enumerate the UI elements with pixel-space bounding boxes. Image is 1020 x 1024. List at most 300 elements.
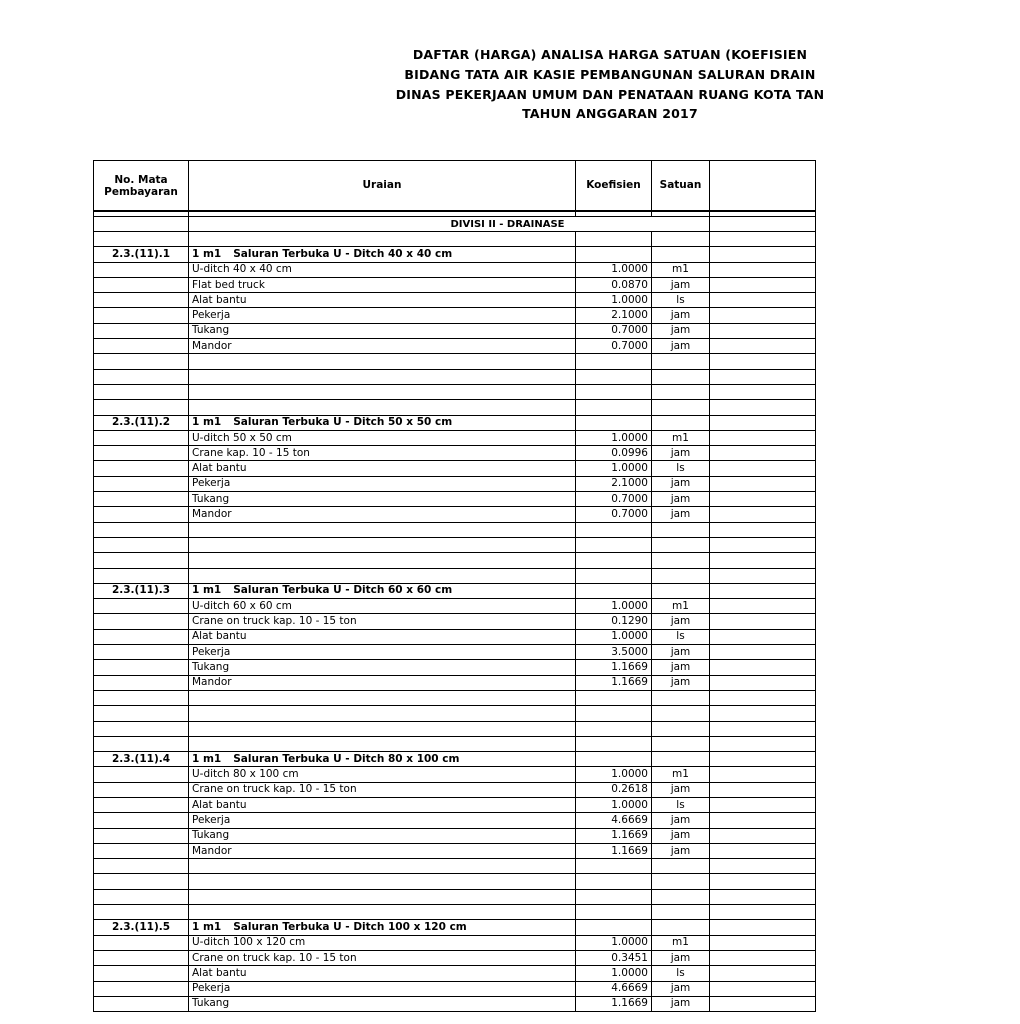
- empty-cell: [710, 721, 816, 736]
- header-no-line2: Pembayaran: [104, 185, 178, 198]
- empty-cell: [94, 277, 189, 292]
- component-satuan: jam: [652, 446, 710, 461]
- empty-cell: [710, 736, 816, 751]
- empty-cell: [576, 920, 652, 935]
- component-row: [94, 645, 816, 660]
- component-row: [94, 782, 816, 797]
- empty-cell: [576, 415, 652, 430]
- component-row: [94, 339, 816, 354]
- component-row: [94, 430, 816, 445]
- component-satuan: jam: [652, 339, 710, 354]
- empty-cell: [652, 706, 710, 721]
- component-koefisien: 1.0000: [576, 430, 652, 445]
- empty-cell: [94, 384, 189, 399]
- empty-cell: [576, 247, 652, 262]
- empty-cell: [652, 354, 710, 369]
- empty-cell: [652, 752, 710, 767]
- empty-cell: [710, 828, 816, 843]
- empty-cell: [94, 660, 189, 675]
- component-desc: Alat bantu: [189, 461, 576, 476]
- empty-cell: [94, 690, 189, 705]
- component-koefisien: 1.0000: [576, 935, 652, 950]
- item-code: 2.3.(11).5: [94, 920, 189, 935]
- empty-cell: [189, 537, 576, 552]
- empty-cell: [710, 950, 816, 965]
- spacer-row: [94, 232, 816, 247]
- component-koefisien: 0.0870: [576, 277, 652, 292]
- empty-cell: [94, 736, 189, 751]
- empty-cell: [652, 736, 710, 751]
- component-satuan: m1: [652, 262, 710, 277]
- component-desc: Tukang: [189, 492, 576, 507]
- empty-cell: [710, 889, 816, 904]
- component-desc: Tukang: [189, 996, 576, 1011]
- empty-cell: [189, 874, 576, 889]
- component-row: [94, 492, 816, 507]
- component-desc: Pekerja: [189, 813, 576, 828]
- component-satuan: ls: [652, 461, 710, 476]
- component-satuan: jam: [652, 645, 710, 660]
- component-satuan: jam: [652, 981, 710, 996]
- blank-row: [94, 568, 816, 583]
- divisi-row: [94, 217, 816, 232]
- component-desc: Alat bantu: [189, 629, 576, 644]
- item-name: Saluran Terbuka U - Ditch 50 x 50 cm: [233, 416, 453, 429]
- empty-cell: [576, 706, 652, 721]
- component-row: [94, 323, 816, 338]
- empty-cell: [94, 339, 189, 354]
- item-name: Saluran Terbuka U - Ditch 100 x 120 cm: [233, 921, 467, 933]
- empty-cell: [576, 690, 652, 705]
- component-satuan: jam: [652, 950, 710, 965]
- component-row: [94, 660, 816, 675]
- item-qty: 1 m1: [192, 247, 222, 260]
- empty-cell: [94, 645, 189, 660]
- empty-cell: [94, 323, 189, 338]
- empty-cell: [94, 782, 189, 797]
- empty-cell: [94, 461, 189, 476]
- empty-cell: [576, 553, 652, 568]
- header-extra: [710, 161, 816, 212]
- component-row: [94, 599, 816, 614]
- component-satuan: jam: [652, 476, 710, 491]
- empty-cell: [710, 706, 816, 721]
- component-row: [94, 996, 816, 1011]
- empty-cell: [652, 522, 710, 537]
- item-code: 2.3.(11).1: [94, 247, 189, 262]
- component-satuan: m1: [652, 767, 710, 782]
- component-desc: U-ditch 60 x 60 cm: [189, 599, 576, 614]
- component-satuan: jam: [652, 492, 710, 507]
- component-desc: Tukang: [189, 323, 576, 338]
- empty-cell: [576, 400, 652, 415]
- component-koefisien: 0.7000: [576, 507, 652, 522]
- empty-cell: [710, 996, 816, 1011]
- empty-cell: [94, 599, 189, 614]
- empty-cell: [710, 492, 816, 507]
- component-desc: Tukang: [189, 660, 576, 675]
- component-desc: Mandor: [189, 675, 576, 690]
- empty-cell: [710, 430, 816, 445]
- empty-cell: [710, 660, 816, 675]
- component-koefisien: 0.1290: [576, 614, 652, 629]
- item-title: [189, 415, 576, 430]
- component-desc: U-ditch 50 x 50 cm: [189, 430, 576, 445]
- component-satuan: jam: [652, 828, 710, 843]
- blank-row: [94, 721, 816, 736]
- component-desc: Pekerja: [189, 476, 576, 491]
- table-header-row: [94, 161, 816, 212]
- empty-cell: [652, 859, 710, 874]
- empty-cell: [576, 537, 652, 552]
- empty-cell: [710, 629, 816, 644]
- empty-cell: [652, 889, 710, 904]
- table-body: [94, 211, 816, 1012]
- empty-cell: [189, 706, 576, 721]
- empty-cell: [94, 293, 189, 308]
- item-header-row: [94, 247, 816, 262]
- component-row: [94, 797, 816, 812]
- empty-cell: [94, 232, 189, 247]
- component-koefisien: 1.1669: [576, 843, 652, 858]
- blank-row: [94, 706, 816, 721]
- component-satuan: jam: [652, 277, 710, 292]
- empty-cell: [189, 736, 576, 751]
- empty-cell: [576, 384, 652, 399]
- empty-cell: [94, 966, 189, 981]
- component-desc: Alat bantu: [189, 293, 576, 308]
- component-koefisien: 1.0000: [576, 797, 652, 812]
- header-no-line1: No. Mata: [114, 173, 168, 186]
- component-desc: Crane kap. 10 - 15 ton: [189, 446, 576, 461]
- doc-title-line-1: DAFTAR (HARGA) ANALISA HARGA SATUAN (KOEFISIEN: [412, 47, 808, 62]
- empty-cell: [189, 859, 576, 874]
- component-satuan: jam: [652, 782, 710, 797]
- empty-cell: [94, 262, 189, 277]
- empty-cell: [710, 232, 816, 247]
- component-row: [94, 813, 816, 828]
- empty-cell: [710, 507, 816, 522]
- component-koefisien: 1.0000: [576, 293, 652, 308]
- empty-cell: [189, 369, 576, 384]
- component-desc: U-ditch 80 x 100 cm: [189, 767, 576, 782]
- empty-cell: [189, 522, 576, 537]
- blank-row: [94, 889, 816, 904]
- empty-cell: [652, 369, 710, 384]
- empty-cell: [94, 905, 189, 920]
- empty-cell: [710, 966, 816, 981]
- empty-cell: [652, 537, 710, 552]
- empty-cell: [94, 721, 189, 736]
- component-koefisien: 4.6669: [576, 813, 652, 828]
- empty-cell: [94, 369, 189, 384]
- item-qty: 1 m1: [192, 584, 222, 597]
- component-satuan: ls: [652, 797, 710, 812]
- empty-cell: [94, 797, 189, 812]
- component-desc: Crane on truck kap. 10 - 15 ton: [189, 950, 576, 965]
- empty-cell: [710, 369, 816, 384]
- component-koefisien: 1.1669: [576, 660, 652, 675]
- component-koefisien: 0.7000: [576, 339, 652, 354]
- empty-cell: [94, 675, 189, 690]
- blank-row: [94, 384, 816, 399]
- empty-cell: [652, 247, 710, 262]
- item-code: 2.3.(11).2: [94, 415, 189, 430]
- empty-cell: [189, 232, 576, 247]
- empty-cell: [94, 859, 189, 874]
- component-desc: U-ditch 100 x 120 cm: [189, 935, 576, 950]
- component-satuan: ls: [652, 966, 710, 981]
- item-title: [189, 583, 576, 598]
- empty-cell: [710, 354, 816, 369]
- empty-cell: [94, 354, 189, 369]
- item-qty: 1 m1: [192, 752, 222, 765]
- empty-cell: [94, 614, 189, 629]
- empty-cell: [710, 905, 816, 920]
- blank-row: [94, 736, 816, 751]
- doc-title-line-4: TAHUN ANGGARAN 2017: [522, 106, 698, 121]
- component-koefisien: 0.7000: [576, 323, 652, 338]
- empty-cell: [710, 843, 816, 858]
- empty-cell: [710, 690, 816, 705]
- component-satuan: jam: [652, 813, 710, 828]
- component-row: [94, 262, 816, 277]
- empty-cell: [94, 935, 189, 950]
- component-satuan: ls: [652, 293, 710, 308]
- component-satuan: jam: [652, 675, 710, 690]
- empty-cell: [710, 384, 816, 399]
- component-row: [94, 614, 816, 629]
- empty-cell: [710, 859, 816, 874]
- component-koefisien: 1.1669: [576, 828, 652, 843]
- empty-cell: [710, 614, 816, 629]
- empty-cell: [710, 262, 816, 277]
- empty-cell: [652, 920, 710, 935]
- empty-cell: [576, 859, 652, 874]
- empty-cell: [576, 905, 652, 920]
- component-desc: Mandor: [189, 843, 576, 858]
- component-desc: Alat bantu: [189, 797, 576, 812]
- component-koefisien: 0.3451: [576, 950, 652, 965]
- empty-cell: [710, 675, 816, 690]
- component-koefisien: 1.0000: [576, 629, 652, 644]
- component-row: [94, 966, 816, 981]
- empty-cell: [652, 905, 710, 920]
- empty-cell: [189, 400, 576, 415]
- empty-cell: [710, 293, 816, 308]
- empty-cell: [652, 874, 710, 889]
- empty-cell: [710, 247, 816, 262]
- empty-cell: [710, 522, 816, 537]
- empty-cell: [710, 583, 816, 598]
- component-row: [94, 629, 816, 644]
- empty-cell: [94, 537, 189, 552]
- empty-cell: [94, 568, 189, 583]
- component-row: [94, 767, 816, 782]
- empty-cell: [710, 797, 816, 812]
- component-koefisien: 4.6669: [576, 981, 652, 996]
- blank-row: [94, 400, 816, 415]
- empty-cell: [94, 446, 189, 461]
- empty-cell: [710, 277, 816, 292]
- empty-cell: [710, 599, 816, 614]
- component-satuan: jam: [652, 323, 710, 338]
- component-desc: Crane on truck kap. 10 - 15 ton: [189, 614, 576, 629]
- item-header-row: [94, 583, 816, 598]
- component-satuan: ls: [652, 629, 710, 644]
- blank-row: [94, 905, 816, 920]
- empty-cell: [652, 721, 710, 736]
- empty-cell: [710, 446, 816, 461]
- empty-cell: [94, 889, 189, 904]
- empty-cell: [576, 369, 652, 384]
- item-qty: 1 m1: [192, 416, 222, 429]
- doc-title-line-2: BIDANG TATA AIR KASIE PEMBANGUNAN SALURAN DRAIN: [404, 67, 816, 82]
- item-name: Saluran Terbuka U - Ditch 80 x 100 cm: [233, 752, 460, 765]
- empty-cell: [189, 354, 576, 369]
- empty-cell: [94, 874, 189, 889]
- empty-cell: [94, 828, 189, 843]
- item-title: [189, 247, 576, 262]
- empty-cell: [94, 981, 189, 996]
- component-desc: Tukang: [189, 828, 576, 843]
- empty-cell: [94, 767, 189, 782]
- empty-cell: [652, 232, 710, 247]
- empty-cell: [710, 752, 816, 767]
- component-koefisien: 2.1000: [576, 308, 652, 323]
- empty-cell: [189, 690, 576, 705]
- empty-cell: [710, 553, 816, 568]
- component-koefisien: 0.0996: [576, 446, 652, 461]
- component-row: [94, 476, 816, 491]
- item-code: 2.3.(11).3: [94, 583, 189, 598]
- analysis-table: [93, 160, 816, 1012]
- component-row: [94, 461, 816, 476]
- component-satuan: jam: [652, 507, 710, 522]
- empty-cell: [94, 400, 189, 415]
- component-satuan: m1: [652, 599, 710, 614]
- component-row: [94, 507, 816, 522]
- empty-cell: [94, 492, 189, 507]
- empty-cell: [94, 476, 189, 491]
- empty-cell: [94, 522, 189, 537]
- empty-cell: [710, 461, 816, 476]
- empty-cell: [710, 400, 816, 415]
- component-row: [94, 950, 816, 965]
- empty-cell: [576, 232, 652, 247]
- component-koefisien: 1.0000: [576, 767, 652, 782]
- component-row: [94, 293, 816, 308]
- empty-cell: [710, 935, 816, 950]
- empty-cell: [94, 553, 189, 568]
- item-title: [189, 752, 576, 767]
- component-koefisien: 1.0000: [576, 966, 652, 981]
- item-qty: 1 m1: [192, 921, 222, 933]
- component-koefisien: 0.7000: [576, 492, 652, 507]
- empty-cell: [576, 736, 652, 751]
- component-satuan: jam: [652, 614, 710, 629]
- empty-cell: [710, 323, 816, 338]
- component-row: [94, 308, 816, 323]
- empty-cell: [576, 568, 652, 583]
- empty-cell: [94, 629, 189, 644]
- empty-cell: [94, 813, 189, 828]
- component-satuan: jam: [652, 308, 710, 323]
- item-header-row: [94, 752, 816, 767]
- empty-cell: [710, 874, 816, 889]
- empty-cell: [94, 996, 189, 1011]
- component-koefisien: 2.1000: [576, 476, 652, 491]
- empty-cell: [576, 522, 652, 537]
- header-satuan: Satuan: [652, 161, 710, 212]
- item-header-row: [94, 920, 816, 935]
- empty-cell: [710, 981, 816, 996]
- component-row: [94, 935, 816, 950]
- component-desc: U-ditch 40 x 40 cm: [189, 262, 576, 277]
- component-koefisien: 0.2618: [576, 782, 652, 797]
- analysis-table-container: [93, 160, 768, 1010]
- component-desc: Mandor: [189, 339, 576, 354]
- empty-cell: [94, 507, 189, 522]
- empty-cell: [576, 583, 652, 598]
- blank-row: [94, 553, 816, 568]
- empty-cell: [94, 430, 189, 445]
- component-satuan: jam: [652, 660, 710, 675]
- component-koefisien: 3.5000: [576, 645, 652, 660]
- empty-cell: [710, 415, 816, 430]
- component-desc: Crane on truck kap. 10 - 15 ton: [189, 782, 576, 797]
- empty-cell: [652, 400, 710, 415]
- empty-cell: [652, 690, 710, 705]
- blank-row: [94, 537, 816, 552]
- empty-cell: [189, 889, 576, 904]
- component-satuan: jam: [652, 996, 710, 1011]
- component-row: [94, 277, 816, 292]
- empty-cell: [652, 583, 710, 598]
- component-row: [94, 843, 816, 858]
- empty-cell: [710, 920, 816, 935]
- empty-cell: [576, 874, 652, 889]
- component-koefisien: 1.0000: [576, 461, 652, 476]
- empty-cell: [189, 553, 576, 568]
- component-satuan: m1: [652, 430, 710, 445]
- empty-cell: [710, 476, 816, 491]
- component-koefisien: 1.1669: [576, 675, 652, 690]
- empty-cell: [94, 308, 189, 323]
- component-desc: Pekerja: [189, 645, 576, 660]
- component-desc: Pekerja: [189, 981, 576, 996]
- component-row: [94, 981, 816, 996]
- empty-cell: [189, 384, 576, 399]
- empty-cell: [576, 354, 652, 369]
- component-desc: Flat bed truck: [189, 277, 576, 292]
- divisi-label: DIVISI II - DRAINASE: [189, 217, 710, 232]
- component-satuan: jam: [652, 843, 710, 858]
- empty-cell: [189, 905, 576, 920]
- blank-row: [94, 874, 816, 889]
- header-uraian: Uraian: [189, 161, 576, 212]
- empty-cell: [710, 568, 816, 583]
- component-desc: Pekerja: [189, 308, 576, 323]
- header-koefisien: Koefisien: [576, 161, 652, 212]
- blank-row: [94, 522, 816, 537]
- component-satuan: m1: [652, 935, 710, 950]
- empty-cell: [94, 706, 189, 721]
- blank-row: [94, 354, 816, 369]
- empty-cell: [576, 752, 652, 767]
- empty-cell: [652, 415, 710, 430]
- item-header-row: [94, 415, 816, 430]
